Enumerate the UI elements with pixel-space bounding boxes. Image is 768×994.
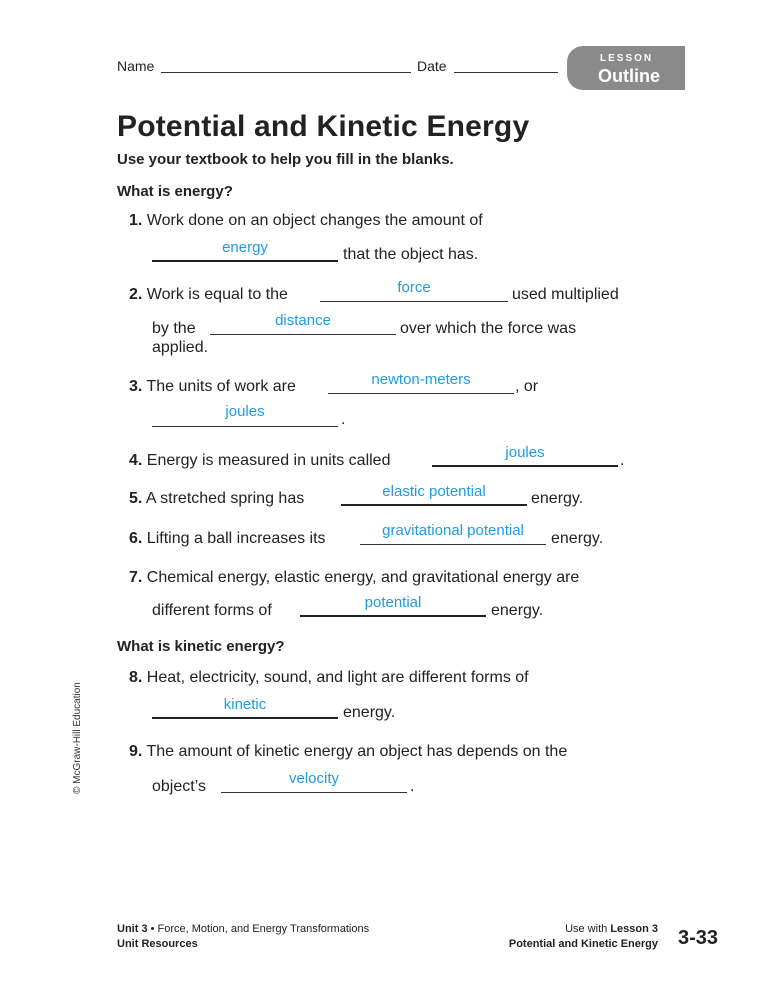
question-5-number: 5. (129, 490, 143, 507)
blank-2b[interactable] (210, 334, 396, 335)
date-label: Date (417, 58, 447, 74)
footer-use-with: Use with (565, 923, 611, 935)
question-6-after: energy. (551, 530, 604, 547)
question-1-line1 (129, 212, 483, 230)
question-2-after: used multiplied (512, 286, 619, 303)
question-8-text: Heat, electricity, sound, and light are different forms of (146, 669, 529, 686)
footer-unit-info (117, 922, 369, 952)
question-3-number: 3. (129, 378, 143, 395)
question-3-after: , or (515, 378, 539, 395)
footer-unit-line (117, 922, 369, 937)
question-8-number: 8. (129, 669, 143, 686)
answer-6: gravitational potential (382, 522, 524, 539)
question-2-line3: applied. (152, 339, 209, 356)
blank-2[interactable] (320, 301, 508, 302)
question-4-number: 4. (129, 452, 143, 469)
blank-5[interactable] (341, 504, 527, 506)
footer-unit-resources: Unit Resources (117, 938, 198, 950)
question-1-after: that the object has. (343, 246, 479, 263)
answer-1: energy (222, 239, 268, 256)
footer-use-with-line (509, 922, 658, 937)
question-4-after: . (620, 452, 625, 469)
question-3-before: The units of work are (146, 378, 296, 395)
blank-4[interactable] (432, 465, 618, 467)
question-7-text: Chemical energy, elastic energy, and gravitational energy are (146, 569, 580, 586)
question-6 (129, 530, 326, 548)
question-2-line2-after: over which the force was (400, 320, 577, 337)
instructions: Use your textbook to help you fill in the blanks. (117, 151, 454, 168)
section-heading-kinetic: What is kinetic energy? (117, 638, 285, 655)
footer-lesson-label: Lesson 3 (610, 923, 658, 935)
question-6-before: Lifting a ball increases its (146, 530, 326, 547)
question-1-number: 1. (129, 212, 143, 229)
question-8-line1 (129, 669, 529, 687)
question-2-before: Work is equal to the (146, 286, 288, 303)
badge-outline-text: Outline (598, 66, 660, 86)
question-5-after: energy. (531, 490, 584, 507)
blank-1[interactable] (152, 260, 338, 262)
blank-7[interactable] (300, 615, 486, 617)
question-6-number: 6. (129, 530, 143, 547)
date-line[interactable] (454, 72, 558, 73)
question-7-before: different forms of (152, 602, 272, 619)
question-5-before: A stretched spring has (145, 490, 305, 507)
question-2-line1 (129, 286, 288, 304)
question-9-before: object’s (152, 778, 206, 795)
question-1-text: Work done on an object changes the amount of (146, 212, 483, 229)
section-heading-energy: What is energy? (117, 183, 233, 200)
question-7-after: energy. (491, 602, 544, 619)
badge-lesson-text: LESSON (600, 53, 654, 64)
footer-lesson-title: Potential and Kinetic Energy (508, 938, 658, 950)
question-4 (129, 452, 390, 470)
question-9-line1 (129, 743, 567, 761)
question-3-line2-after: . (341, 411, 346, 428)
blank-9[interactable] (221, 792, 407, 793)
name-line[interactable] (161, 72, 411, 73)
answer-9: velocity (288, 770, 340, 787)
question-2-line2-before: by the (152, 320, 196, 337)
question-9-text: The amount of kinetic energy an object has depends on the (146, 743, 568, 760)
blank-8[interactable] (152, 717, 338, 719)
footer-unit-title: • Force, Motion, and Energy Transformations (147, 923, 370, 935)
page-number: 3-33 (678, 927, 719, 949)
question-9-number: 9. (129, 743, 143, 760)
footer-lesson-info (509, 922, 658, 952)
question-2-number: 2. (129, 286, 143, 303)
copyright-credit: © McGraw-Hill Education (72, 682, 83, 794)
answer-3b: joules (225, 403, 265, 420)
answer-8: kinetic (223, 696, 267, 713)
blank-3b[interactable] (152, 426, 338, 427)
question-9-after: . (410, 778, 415, 795)
question-7-number: 7. (129, 569, 143, 586)
answer-4: joules (505, 444, 545, 461)
name-label: Name (117, 58, 155, 74)
answer-2: force (397, 279, 431, 296)
answer-7: potential (364, 594, 422, 611)
question-7-line1 (129, 569, 579, 587)
question-3-line1 (129, 378, 296, 396)
question-4-before: Energy is measured in units called (146, 452, 391, 469)
answer-5: elastic potential (382, 483, 486, 500)
question-8-after: energy. (343, 704, 396, 721)
question-5 (129, 490, 304, 508)
answer-3: newton-meters (371, 371, 471, 388)
footer-unit-label: Unit 3 (117, 923, 148, 935)
blank-3[interactable] (328, 393, 514, 394)
blank-6[interactable] (360, 544, 546, 545)
answer-2b: distance (275, 312, 331, 329)
page-title: Potential and Kinetic Energy (117, 110, 530, 143)
